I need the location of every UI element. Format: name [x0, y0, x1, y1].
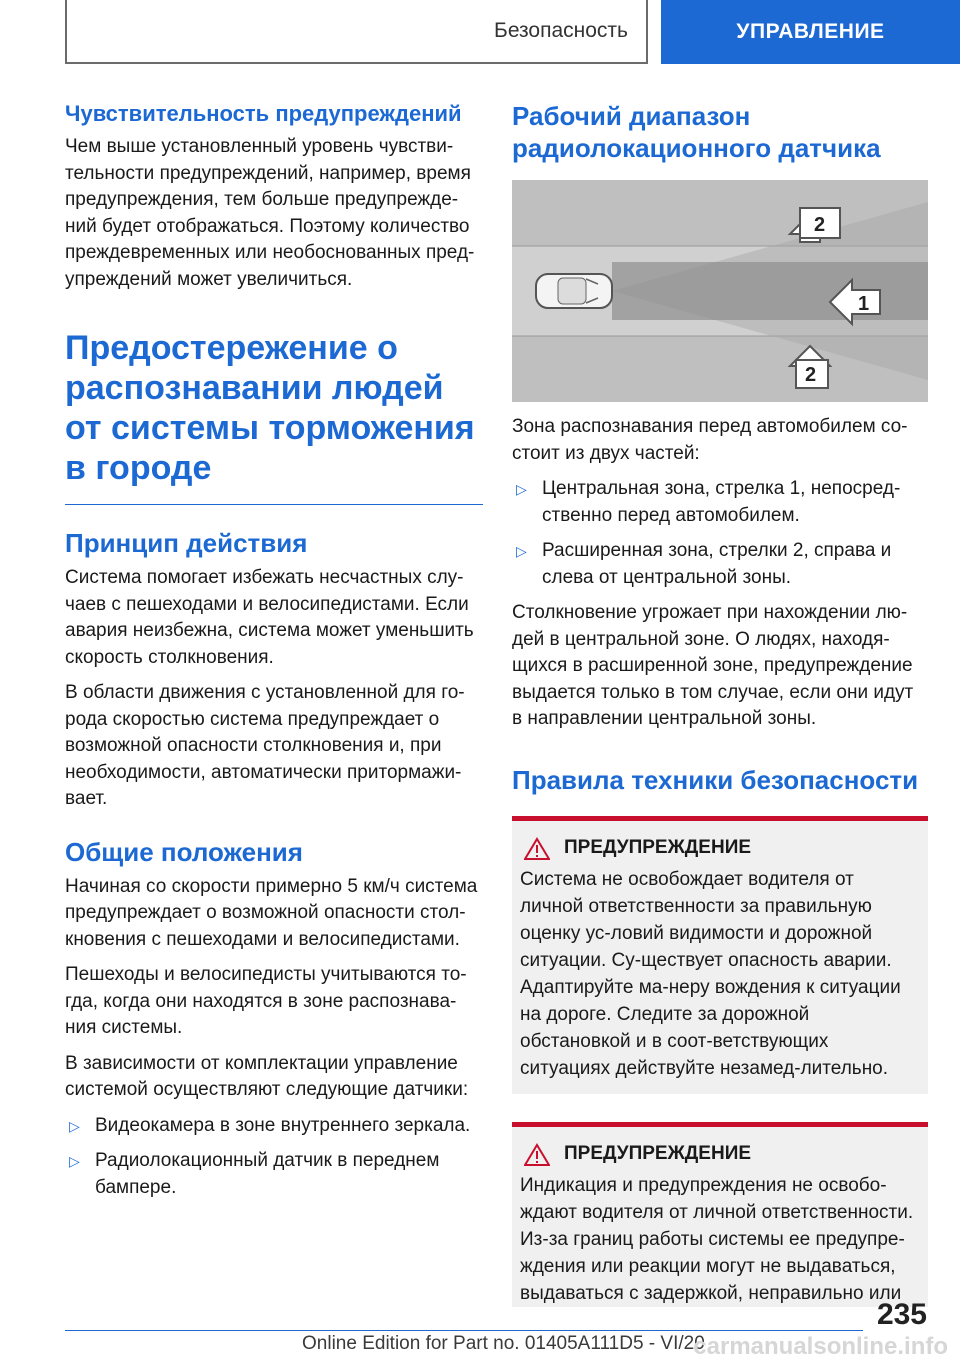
warning-triangle-icon: [524, 837, 550, 860]
sensor-list: [65, 1113, 483, 1202]
warning-box-2: [512, 1122, 928, 1307]
section-divider: [65, 504, 483, 505]
heading-sensitivity: Чувствительность предупреждений: [65, 101, 462, 126]
tab-control[interactable]: УПРАВЛЕНИЕ: [661, 0, 960, 64]
triangle-right-icon: ▷: [516, 481, 527, 497]
list-item: [65, 1113, 483, 1140]
warning-title: [520, 1143, 920, 1166]
right-column: [512, 100, 928, 1321]
list-item: [512, 476, 928, 529]
heading-range: Рабочий диапазон радиолокационного датчика: [512, 101, 881, 163]
zone-list: [512, 476, 928, 591]
paragraph-principle-1: Система помогает избежать несчастных слу-чаев с пешеходами и велосипедистами. Если авария неизбежна, система может уменьшить скорость столкновения.: [65, 567, 474, 668]
arrow-bottom-label: 2: [805, 364, 817, 386]
paragraph-general-2: Пешеходы и велосипедисты учитываются то-гда, когда они находятся в зоне распознава-ния системы.: [65, 964, 467, 1038]
paragraph-general-1: Начиная со скорости примерно 5 км/ч система предупреждает о возможной опасности стол-кновения с пешеходами и велосипедистами.: [65, 875, 478, 950]
radar-range-diagram: [512, 180, 928, 402]
heading-main: Предостережение о распознавании людей от системы торможения в городе: [65, 329, 475, 487]
heading-rules: Правила техники безопасности: [512, 764, 919, 795]
list-item-text: Радиолокационный датчик в переднем бампере.: [95, 1150, 440, 1198]
arrow-center-label: 1: [858, 293, 870, 315]
warning-box-1: [512, 816, 928, 1094]
triangle-right-icon: ▷: [69, 1117, 80, 1134]
tab-safety[interactable]: Безопасность: [65, 0, 648, 64]
arrow-top-label: 2: [814, 214, 826, 236]
paragraph-principle-2: В области движения с установленной для го-рода скоростью система предупреждает о возможной опасности столкновения и, при необходимости, автоматически притормажи-вает.: [65, 682, 465, 809]
paragraph-general-3: В зависимости от комплектации управление системой осуществляют следующие датчики:: [65, 1052, 469, 1100]
left-column: [65, 100, 483, 1210]
warning-title-text: ПРЕДУПРЕЖДЕНИЕ: [564, 837, 752, 858]
warning-title: [520, 837, 920, 860]
header-tabs: [0, 0, 960, 66]
edition-note: Online Edition for Part no. 01405A111D5 - VI/20: [302, 1333, 705, 1354]
paragraph-zone: Зона распознавания перед автомобилем со-стоит из двух частей:: [512, 416, 908, 464]
list-item-text: Центральная зона, стрелка 1, непосред-ственно перед автомобилем.: [542, 478, 901, 526]
warning-text: Индикация и предупреждения не освобо-ждают водителя от личной ответственности. Из-за границ работы системы ее предупре-ждения или реакции могут не выдаваться, выдаваться с задержкой, неправильно или: [520, 1174, 914, 1304]
paragraph-sensitivity: Чем выше установленный уровень чувстви-тельности предупреждений, например, время предупреждения, тем больше предупрежде-ний будет отображаться. Поэтому количество преждевременных или необоснованных пред-упреждений может увеличиться.: [65, 136, 475, 290]
warning-triangle-icon: [524, 1143, 550, 1166]
list-item-text: Видеокамера в зоне внутреннего зеркала.: [95, 1114, 471, 1136]
paragraph-collision: Столкновение угрожает при нахождении лю-дей в центральной зоне. О людях, находя-щихся в расширенной зоне, предупреждение выдается только в том случае, если они идут в направлении центральной зоны.: [512, 602, 914, 729]
list-item-text: Расширенная зона, стрелки 2, справа и слева от центральной зоны.: [542, 540, 892, 588]
watermark: carmanualsonline.info: [693, 1333, 948, 1360]
list-item: [512, 538, 928, 591]
warning-title-text: ПРЕДУПРЕЖДЕНИЕ: [564, 1143, 752, 1164]
car-icon: [536, 274, 612, 308]
list-item: [65, 1148, 483, 1201]
triangle-right-icon: ▷: [516, 543, 527, 559]
heading-principle: Принцип действия: [65, 528, 308, 558]
footer-divider: [65, 1330, 863, 1331]
heading-general: Общие положения: [65, 836, 303, 867]
warning-text: Система не освобождает водителя от личной ответственности за правильную оценку ус-ловий видимости и дорожной ситуации. Су-ществует опасность аварии. Адаптируйте ма-неру вождения к ситуации на дороге. Следите за дорожной обстановкой и в соот-ветствующих ситуациях действуйте незамед-лительно.: [520, 868, 901, 1079]
triangle-right-icon: ▷: [69, 1153, 80, 1169]
page-number: 235: [876, 1298, 927, 1331]
